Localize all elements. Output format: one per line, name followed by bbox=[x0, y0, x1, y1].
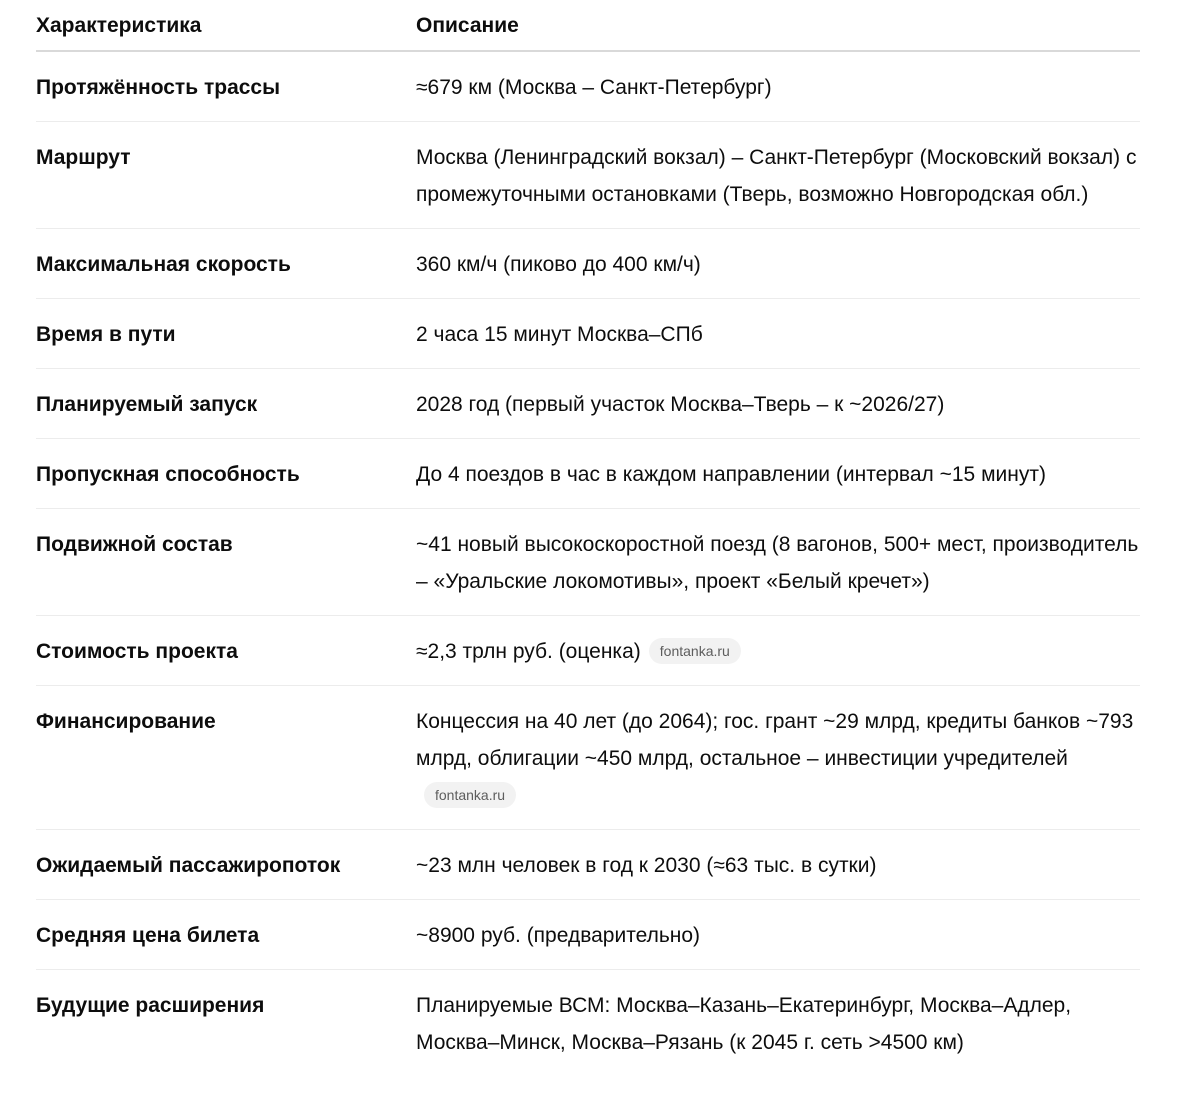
row-description-text: ≈679 км (Москва – Санкт-Петербург) bbox=[416, 76, 772, 99]
row-label: Будущие расширения bbox=[36, 994, 265, 1017]
row-label: Время в пути bbox=[36, 299, 416, 369]
table-row bbox=[36, 369, 1140, 439]
row-label: Финансирование bbox=[36, 686, 416, 830]
row-description-text: Концессия на 40 лет (до 2064); гос. грант ~29 млрд, кредиты банков ~793 млрд, облигации ~450 млрд, остальное – инвестиции учредителей bbox=[416, 710, 1134, 770]
row-description bbox=[416, 122, 1140, 229]
row-label: Стоимость проекта bbox=[36, 616, 416, 686]
table-row bbox=[36, 616, 1140, 686]
table-row bbox=[36, 970, 1140, 1077]
row-description-text: 2 часа 15 минут Москва–СПб bbox=[416, 323, 703, 346]
row-description bbox=[416, 900, 1140, 970]
table-header-row bbox=[36, 0, 1140, 51]
row-description bbox=[416, 229, 1140, 299]
source-citation-chip[interactable]: fontanka.ru bbox=[649, 638, 741, 664]
row-description-text: Москва (Ленинградский вокзал) – Санкт-Петербург (Московский вокзал) с промежуточными остановками (Тверь, возможно Новгородская обл.) bbox=[416, 146, 1137, 206]
row-label: Маршрут bbox=[36, 122, 416, 229]
row-label: Ожидаемый пассажиропоток bbox=[36, 830, 416, 900]
table-row bbox=[36, 51, 1140, 122]
row-label: Подвижной состав bbox=[36, 509, 416, 616]
table-row bbox=[36, 900, 1140, 970]
table-row bbox=[36, 509, 1140, 616]
row-description-text: ~23 млн человек в год к 2030 (≈63 тыс. в сутки) bbox=[416, 854, 877, 877]
row-description bbox=[416, 369, 1140, 439]
row-description bbox=[416, 686, 1140, 830]
header-description: Описание bbox=[416, 0, 1140, 51]
row-description-text: ~8900 руб. (предварительно) bbox=[416, 924, 701, 947]
row-description bbox=[416, 439, 1140, 509]
row-description-text: ~41 новый высокоскоростной поезд (8 вагонов, 500+ мест, производитель – «Уральские локомотивы», проект «Белый кречет») bbox=[416, 533, 1139, 593]
spec-table-container bbox=[36, 0, 1140, 1076]
row-description bbox=[416, 299, 1140, 369]
row-description bbox=[416, 616, 1140, 686]
row-description-text: ≈2,3 трлн руб. (оценка) bbox=[416, 640, 641, 663]
table-row bbox=[36, 122, 1140, 229]
row-description bbox=[416, 830, 1140, 900]
row-description bbox=[416, 970, 1140, 1077]
spec-table bbox=[36, 0, 1140, 1076]
row-label: Максимальная скорость bbox=[36, 229, 416, 299]
table-row bbox=[36, 686, 1140, 830]
source-citation-chip[interactable]: fontanka.ru bbox=[424, 782, 516, 808]
table-row bbox=[36, 229, 1140, 299]
row-description bbox=[416, 51, 1140, 122]
header-characteristic: Характеристика bbox=[36, 0, 416, 51]
row-label: Средняя цена билета bbox=[36, 900, 416, 970]
row-label: Протяжённость трассы bbox=[36, 51, 416, 122]
row-description-text: Планируемые ВСМ: Москва–Казань–Екатеринбург, Москва–Адлер, Москва–Минск, Москва–Рязань (к 2045 г. сеть >4500 км) bbox=[416, 994, 1072, 1054]
table-row bbox=[36, 439, 1140, 509]
row-description-text: До 4 поездов в час в каждом направлении (интервал ~15 минут) bbox=[416, 463, 1046, 486]
row-description bbox=[416, 509, 1140, 616]
row-label: Планируемый запуск bbox=[36, 369, 416, 439]
row-description-text: 2028 год (первый участок Москва–Тверь – к ~2026/27) bbox=[416, 393, 945, 416]
table-row bbox=[36, 299, 1140, 369]
row-description-text: 360 км/ч (пиково до 400 км/ч) bbox=[416, 253, 701, 276]
row-label: Пропускная способность bbox=[36, 439, 416, 509]
table-row bbox=[36, 830, 1140, 900]
